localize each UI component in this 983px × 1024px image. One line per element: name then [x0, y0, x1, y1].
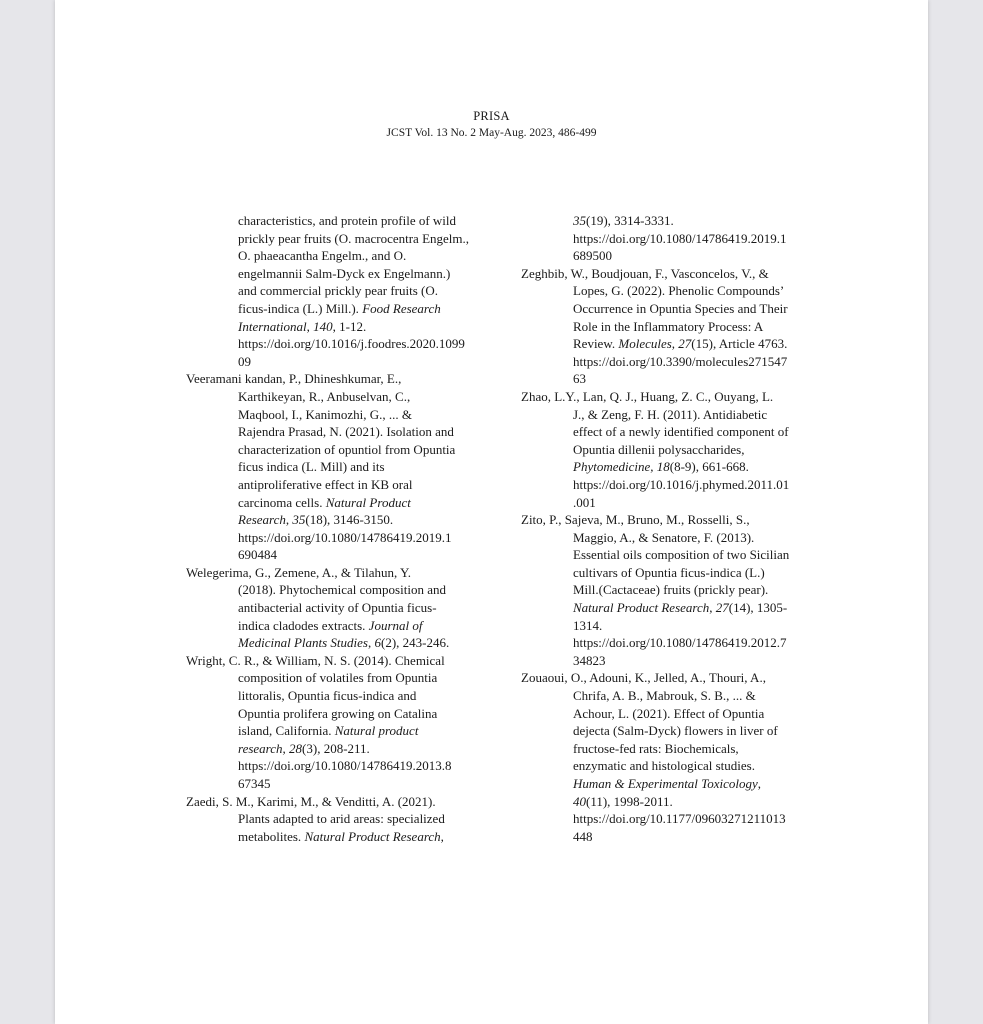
reference-line [521, 212, 821, 230]
reference-text: (19), 3314-3331. [586, 213, 674, 228]
reference-line [521, 335, 821, 353]
reference-continued [186, 212, 486, 370]
reference-line: Zaedi, S. M., Karimi, M., & Venditti, A. (2021). [186, 793, 436, 809]
reference-line [186, 511, 486, 529]
reference-line: antibacterial activity of Opuntia ficus- [238, 600, 437, 616]
reference-line [521, 599, 821, 617]
reference-continued [521, 212, 821, 265]
reference-line [186, 617, 486, 635]
reference-line: dejecta (Salm-Dyck) flowers in liver of [573, 723, 778, 739]
reference-line: Maqbool, I., Kanimozhi, G., ... & [238, 406, 413, 422]
reference-line: effect of a newly identified component of [573, 424, 789, 440]
volume: 35 [573, 213, 586, 228]
reference-text: carcinoma cells. [238, 494, 326, 510]
volume: 140 [313, 318, 333, 334]
volume: 27 [715, 600, 729, 616]
reference-text: , [709, 600, 716, 616]
reference-line: Wright, C. R., & William, N. S. (2014). Chemical [186, 652, 445, 668]
reference-line: Zhao, L.Y., Lan, Q. J., Huang, Z. C., Ouyang, L. [521, 388, 774, 404]
reference-entry [521, 511, 821, 669]
running-header [55, 108, 928, 141]
doi-link[interactable]: .001 [573, 494, 596, 510]
reference-text: , [306, 318, 314, 334]
reference-line: and commercial prickly pear fruits (O. [238, 283, 438, 299]
doi-link[interactable]: https://doi.org/10.1016/j.foodres.2020.1099 [238, 336, 465, 352]
doi-link[interactable]: https://doi.org/10.1080/14786419.2012.7 [573, 635, 787, 651]
reference-text: metabolites. [238, 828, 305, 844]
doi-link[interactable]: 690484 [238, 547, 277, 563]
journal-title: Molecules, 27 [618, 336, 692, 352]
document-page [55, 0, 928, 1024]
reference-line: cultivars of Opuntia ficus-indica (L.) [573, 564, 765, 580]
reference-text: (15), Article 4763. [691, 336, 788, 352]
doi-link[interactable]: https://doi.org/10.1177/09603271211013 [573, 811, 786, 827]
doi-link[interactable]: https://doi.org/10.1016/j.phymed.2011.01 [573, 476, 790, 492]
reference-text: indica cladodes extracts. [238, 617, 369, 633]
reference-line: Opuntia dillenii polysaccharides, [573, 441, 745, 457]
volume: 40 [573, 793, 586, 809]
reference-text: , [757, 776, 761, 791]
reference-line: engelmannii Salm-Dyck ex Engelmann.) [238, 265, 451, 281]
reference-text: Review. [573, 336, 619, 352]
reference-line: Rajendra Prasad, N. (2021). Isolation and [238, 424, 454, 440]
reference-entry [186, 564, 486, 652]
reference-entry [186, 793, 486, 846]
reference-line: enzymatic and histological studies. [573, 758, 755, 774]
reference-text: (3), 208-211. [302, 740, 370, 756]
reference-line: littoralis, Opuntia ficus-indica and [238, 688, 417, 704]
journal-title: Natural Product Research, [304, 828, 444, 844]
doi-link[interactable]: 689500 [573, 248, 612, 264]
reference-line [186, 318, 486, 336]
reference-text: (8-9), 661-668. [669, 459, 749, 475]
reference-text: , [367, 635, 375, 651]
journal-name: PRISA [473, 109, 510, 123]
journal-title: Food Research [362, 300, 441, 316]
reference-line: Zouaoui, O., Adouni, K., Jelled, A., Thouri, A., [521, 670, 766, 686]
reference-line: Zito, P., Sajeva, M., Bruno, M., Rosselli, S., [521, 512, 750, 528]
reference-entry [186, 652, 486, 793]
reference-text: (2), 243-246. [380, 635, 450, 651]
reference-line: Mill.(Cactaceae) fruits (prickly pear). [573, 582, 769, 598]
reference-text: (18), 3146-3150. [305, 512, 394, 528]
reference-text: ficus-indica (L.) Mill.). [238, 300, 363, 316]
reference-line [186, 740, 486, 758]
reference-line: Opuntia prolifera growing on Catalina [238, 705, 438, 721]
reference-line: Plants adapted to arid areas: specialized [238, 811, 445, 827]
doi-link[interactable]: 63 [573, 371, 586, 387]
volume: 6 [374, 635, 381, 651]
reference-line: composition of volatiles from Opuntia [238, 670, 438, 686]
reference-line: Lopes, G. (2022). Phenolic Compounds’ [573, 283, 785, 299]
reference-line: (2018). Phytochemical composition and [238, 582, 446, 598]
reference-text: , 1-12. [332, 318, 367, 334]
reference-line [186, 494, 486, 512]
journal-title: Phytomedicine, 18 [573, 459, 670, 475]
reference-text: island, California. [238, 723, 335, 739]
reference-line [521, 458, 821, 476]
reference-line [186, 722, 486, 740]
journal-title: Journal of [368, 617, 423, 633]
reference-entry [521, 388, 821, 511]
reference-line: prickly pear fruits (O. macrocentra Engelm., [238, 230, 470, 246]
references-left-column [186, 212, 486, 845]
doi-link[interactable]: https://doi.org/10.3390/molecules271547 [573, 353, 788, 369]
reference-line: fructose-fed rats: Biochemicals, [573, 740, 739, 756]
reference-text: (14), 1305- [728, 600, 788, 616]
reference-line: Role in the Inflammatory Process: A [573, 318, 764, 334]
reference-line: J., & Zeng, F. H. (2011). Antidiabetic [573, 406, 768, 422]
doi-link[interactable]: https://doi.org/10.1080/14786419.2013.8 [238, 758, 452, 774]
journal-title: International [238, 318, 307, 334]
doi-link[interactable]: 448 [573, 828, 593, 844]
reference-text: (11), 1998-2011. [586, 793, 673, 809]
journal-title: Human & Experimental Toxicology [573, 776, 758, 791]
reference-line: characteristics, and protein profile of wild [238, 213, 457, 228]
reference-line: Achour, L. (2021). Effect of Opuntia [573, 705, 765, 721]
references-right-column [521, 212, 821, 845]
doi-link[interactable]: 67345 [238, 776, 271, 791]
reference-line: Karthikeyan, R., Anbuselvan, C., [238, 388, 411, 404]
doi-link[interactable]: 34823 [573, 652, 606, 668]
journal-title: Medicinal Plants Studies [238, 635, 368, 651]
reference-line: Maggio, A., & Senatore, F. (2013). [573, 529, 755, 545]
reference-line: Veeramani kandan, P., Dhineshkumar, E., [186, 371, 402, 387]
reference-line [521, 775, 821, 793]
reference-line: O. phaeacantha Engelm., and O. [238, 248, 407, 264]
reference-line: antiproliferative effect in KB oral [238, 476, 413, 492]
journal-title: Natural Product [325, 494, 411, 510]
reference-text: , [285, 512, 293, 528]
reference-entry [521, 669, 821, 845]
journal-title: Research [238, 512, 286, 528]
reference-line: Essential oils composition of two Sicilian [573, 547, 790, 563]
reference-line: Occurrence in Opuntia Species and Their [573, 300, 788, 316]
doi-link[interactable]: https://doi.org/10.1080/14786419.2019.1 [238, 529, 452, 545]
reference-line: 1314. [573, 617, 603, 633]
issue-info: JCST Vol. 13 No. 2 May-Aug. 2023, 486-499 [386, 127, 597, 139]
reference-line: Welegerima, G., Zemene, A., & Tilahun, Y. [186, 564, 411, 580]
reference-line [521, 793, 821, 811]
journal-title: Natural Product Research [573, 600, 710, 616]
reference-line [186, 634, 486, 652]
volume: 35 [292, 512, 306, 528]
reference-entry [521, 265, 821, 388]
reference-line: ficus indica (L. Mill) and its [238, 459, 385, 475]
doi-link[interactable]: https://doi.org/10.1080/14786419.2019.1 [573, 230, 787, 246]
reference-line: Zeghbib, W., Boudjouan, F., Vasconcelos, V., & [521, 265, 769, 281]
doi-link[interactable]: 09 [238, 353, 251, 369]
reference-line: characterization of opuntiol from Opuntia [238, 441, 456, 457]
reference-entry [186, 370, 486, 564]
reference-line [186, 300, 486, 318]
reference-line [186, 828, 486, 846]
journal-title: Natural product [334, 723, 419, 739]
journal-title: research, 28 [238, 740, 303, 756]
reference-line: Chrifa, A. B., Mabrouk, S. B., ... & [573, 688, 756, 704]
